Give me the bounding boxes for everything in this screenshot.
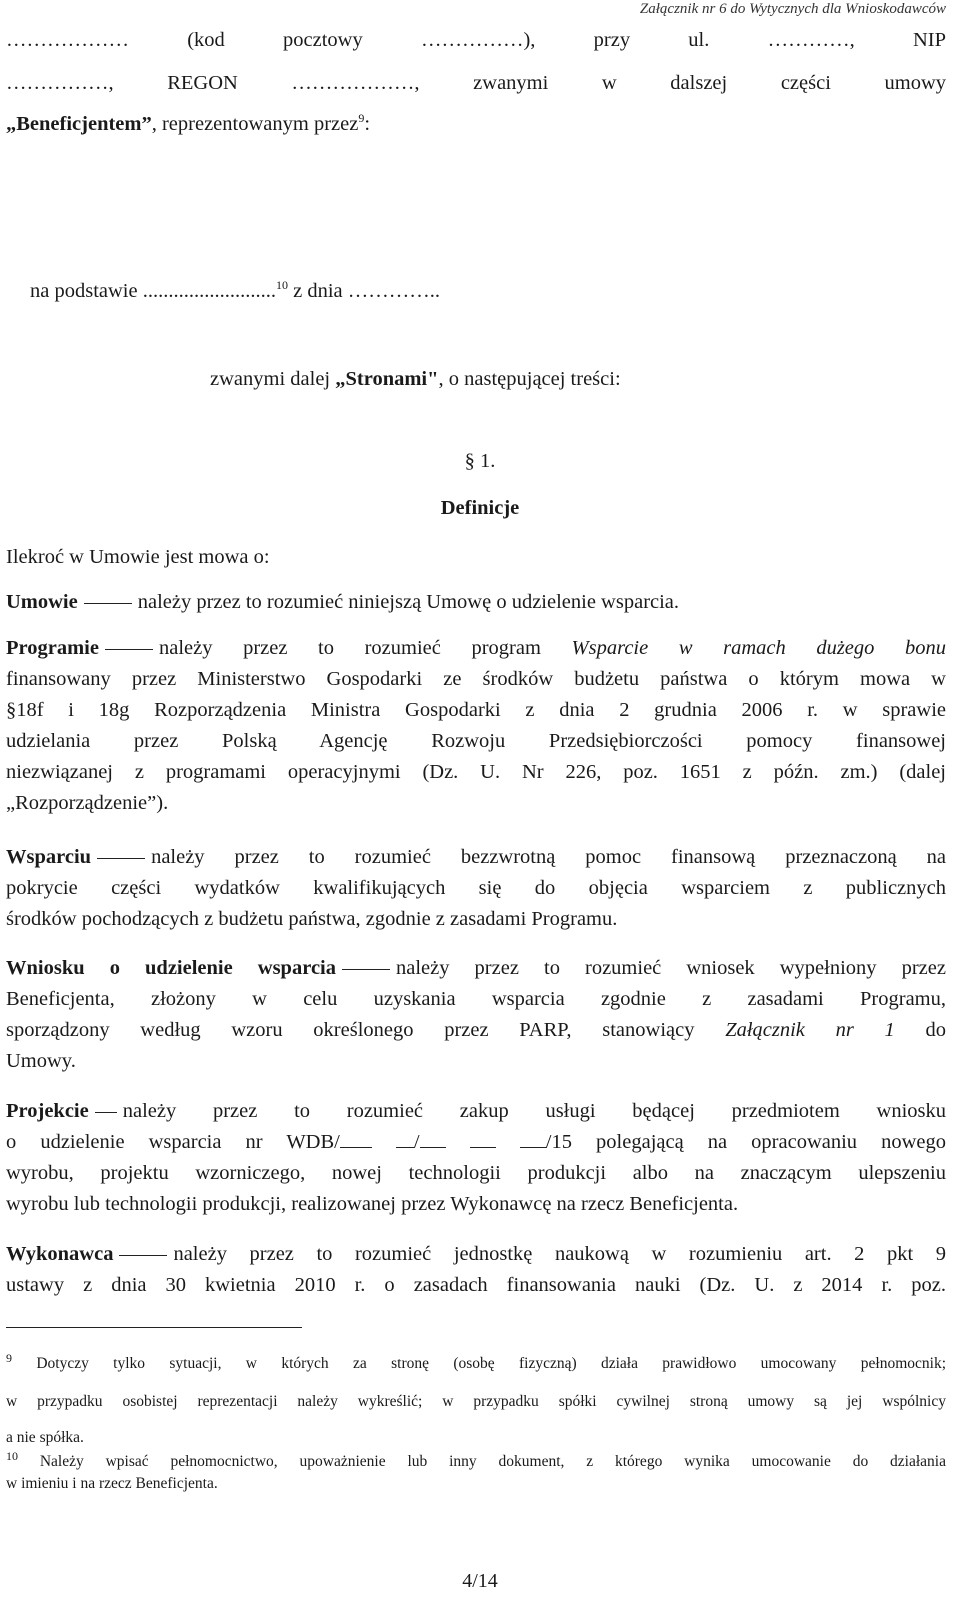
- representative-text: , reprezentowanym przez: [151, 113, 359, 135]
- footnote-text: w imieniu i na rzecz Beneficjenta.: [6, 1475, 218, 1492]
- em-dash: [84, 603, 132, 604]
- en-dash: [95, 1112, 117, 1113]
- footnote-10: [6, 1448, 946, 1494]
- definition-row-end: do: [925, 1019, 947, 1041]
- parties-suffix: , o następującej treści:: [438, 368, 621, 390]
- definition-row: sporządzony według wzoru określonego przez PARP, stanowiący: [6, 1019, 695, 1041]
- basis-line: [30, 276, 946, 307]
- lead-line: [6, 542, 946, 573]
- definition-text: należy przez to rozumieć zakup usługi będącej przedmiotem wniosku: [122, 1100, 946, 1122]
- term-programie: Programie: [6, 637, 99, 659]
- blank-field: [420, 1131, 446, 1148]
- intro-line-3: [6, 109, 946, 140]
- colon: :: [364, 113, 371, 135]
- footnote-ref-9: 9: [358, 111, 365, 126]
- separator: /: [413, 1131, 420, 1153]
- definition-row: „Rozporządzenie”).: [6, 792, 169, 814]
- blank-field: [396, 1131, 414, 1148]
- beneficiary-term: „Beneficjentem”: [6, 113, 152, 135]
- definition-row: /15 polegającą na opracowaniu nowego: [545, 1131, 947, 1153]
- definition-wykonawca: [6, 1239, 946, 1301]
- definition-text: należy przez to rozumieć jednostkę naukową w rozumieniu art. 2 pkt 9: [173, 1243, 946, 1265]
- definition-row: finansowany przez Ministerstwo Gospodarki ze środków budżetu państwa o którym mowa w: [6, 668, 946, 690]
- blank-field: [340, 1131, 372, 1148]
- annex-reference: Załącznik nr 1: [725, 1019, 895, 1041]
- footnote-text: Należy wpisać pełnomocnictwo, upoważnienie lub inny dokument, z którego wynika umocowanie do działania: [18, 1453, 946, 1470]
- em-dash: [97, 858, 145, 859]
- footnote-text: w przypadku osobistej reprezentacji należy wykreślić; w przypadku spółki cywilnej stroną umowy są jej wspólnicy: [6, 1393, 946, 1410]
- definition-row: wyrobu, projektu wzorniczego, nowej technologii produkcji albo na znaczącym ulepszeniu: [6, 1162, 946, 1184]
- footnote-9: [6, 1350, 946, 1448]
- footnote-separator: [6, 1327, 302, 1328]
- basis-prefix: na podstawie ..........................: [30, 280, 276, 302]
- section-number: § 1.: [464, 450, 496, 472]
- parties-line: [210, 364, 946, 395]
- intro-line-2: ……………, REGON ………………, zwanymi w dalszej części umowy: [6, 72, 946, 94]
- footnote-ref-10: 10: [275, 278, 288, 293]
- definition-row: Umowy.: [6, 1050, 76, 1072]
- intro-block: [6, 25, 946, 140]
- em-dash: [119, 1255, 167, 1256]
- lead-text: Ilekroć w Umowie jest mowa o:: [6, 546, 270, 568]
- em-dash: [105, 649, 153, 650]
- blank-field: [470, 1131, 496, 1148]
- definition-programie: [6, 633, 946, 819]
- definition-row: ustawy z dnia 30 kwietnia 2010 r. o zasadach finansowania nauki (Dz. U. z 2014 r. poz.: [6, 1274, 946, 1296]
- footnote-text: a nie spółka.: [6, 1429, 84, 1446]
- footnote-text: Dotyczy tylko sytuacji, w których za stronę (osobę fizyczną) działa prawidłowo umocowany pełnomocnik;: [36, 1355, 946, 1372]
- term-umowie: Umowie: [6, 591, 78, 613]
- intro-line-1: ……………… (kod pocztowy ……………), przy ul. …………, NIP: [6, 29, 946, 51]
- definition-projekcie: [6, 1096, 946, 1220]
- definition-row: środków pochodzących z budżetu państwa, zgodnie z zasadami Programu.: [6, 908, 618, 930]
- annex-header: Załącznik nr 6 do Wytycznych dla Wnioskodawców: [639, 1, 946, 17]
- definition-row: §18f i 18g Rozporządzenia Ministra Gospodarki z dnia 2 grudnia 2006 r. w sprawie: [6, 699, 946, 721]
- definition-umowie: [6, 587, 946, 618]
- definition-row: pokrycie części wydatków kwalifikujących się do objęcia wsparciem z publicznych: [6, 877, 946, 899]
- section-title: Definicje: [440, 497, 520, 519]
- definition-wsparciu: [6, 842, 946, 935]
- definition-text: należy przez to rozumieć bezzwrotną pomoc finansową przeznaczoną na: [151, 846, 946, 868]
- blank-field: [520, 1131, 546, 1148]
- definition-row: wyrobu lub technologii produkcji, realizowanej przez Wykonawcę na rzecz Beneficjenta.: [6, 1193, 739, 1215]
- parties-prefix: zwanymi dalej: [210, 368, 336, 390]
- term-wsparciu: Wsparciu: [6, 846, 92, 868]
- definition-text: należy przez to rozumieć wniosek wypełniony przez: [395, 957, 946, 979]
- term-wniosku: Wniosku o udzielenie wsparcia: [6, 957, 336, 979]
- application-number-prefix: o udzielenie wsparcia nr WDB/: [6, 1131, 340, 1153]
- footnote-number: 9: [6, 1350, 12, 1365]
- parties-term: „Stronami": [335, 368, 439, 390]
- definition-text: należy przez to rozumieć program: [158, 637, 541, 659]
- term-wykonawca: Wykonawca: [6, 1243, 114, 1265]
- definition-row: udzielania przez Polską Agencję Rozwoju Przedsiębiorczości pomocy finansowej: [6, 730, 946, 752]
- definition-wniosku: [6, 953, 946, 1077]
- term-projekcie: Projekcie: [6, 1100, 89, 1122]
- em-dash: [342, 969, 390, 970]
- page-number: 4/14: [462, 1570, 498, 1592]
- definition-row: niezwiązanej z programami operacyjnymi (Dz. U. Nr 226, poz. 1651 z późn. zm.) (dalej: [6, 761, 946, 783]
- footnote-number: 10: [6, 1448, 18, 1463]
- definition-row: Beneficjenta, złożony w celu uzyskania wsparcia zgodnie z zasadami Programu,: [6, 988, 946, 1010]
- basis-date: z dnia …………..: [287, 280, 441, 302]
- program-name: Wsparcie w ramach dużego bonu: [571, 637, 947, 659]
- definition-text: należy przez to rozumieć niniejszą Umowę o udzielenie wsparcia.: [137, 591, 680, 613]
